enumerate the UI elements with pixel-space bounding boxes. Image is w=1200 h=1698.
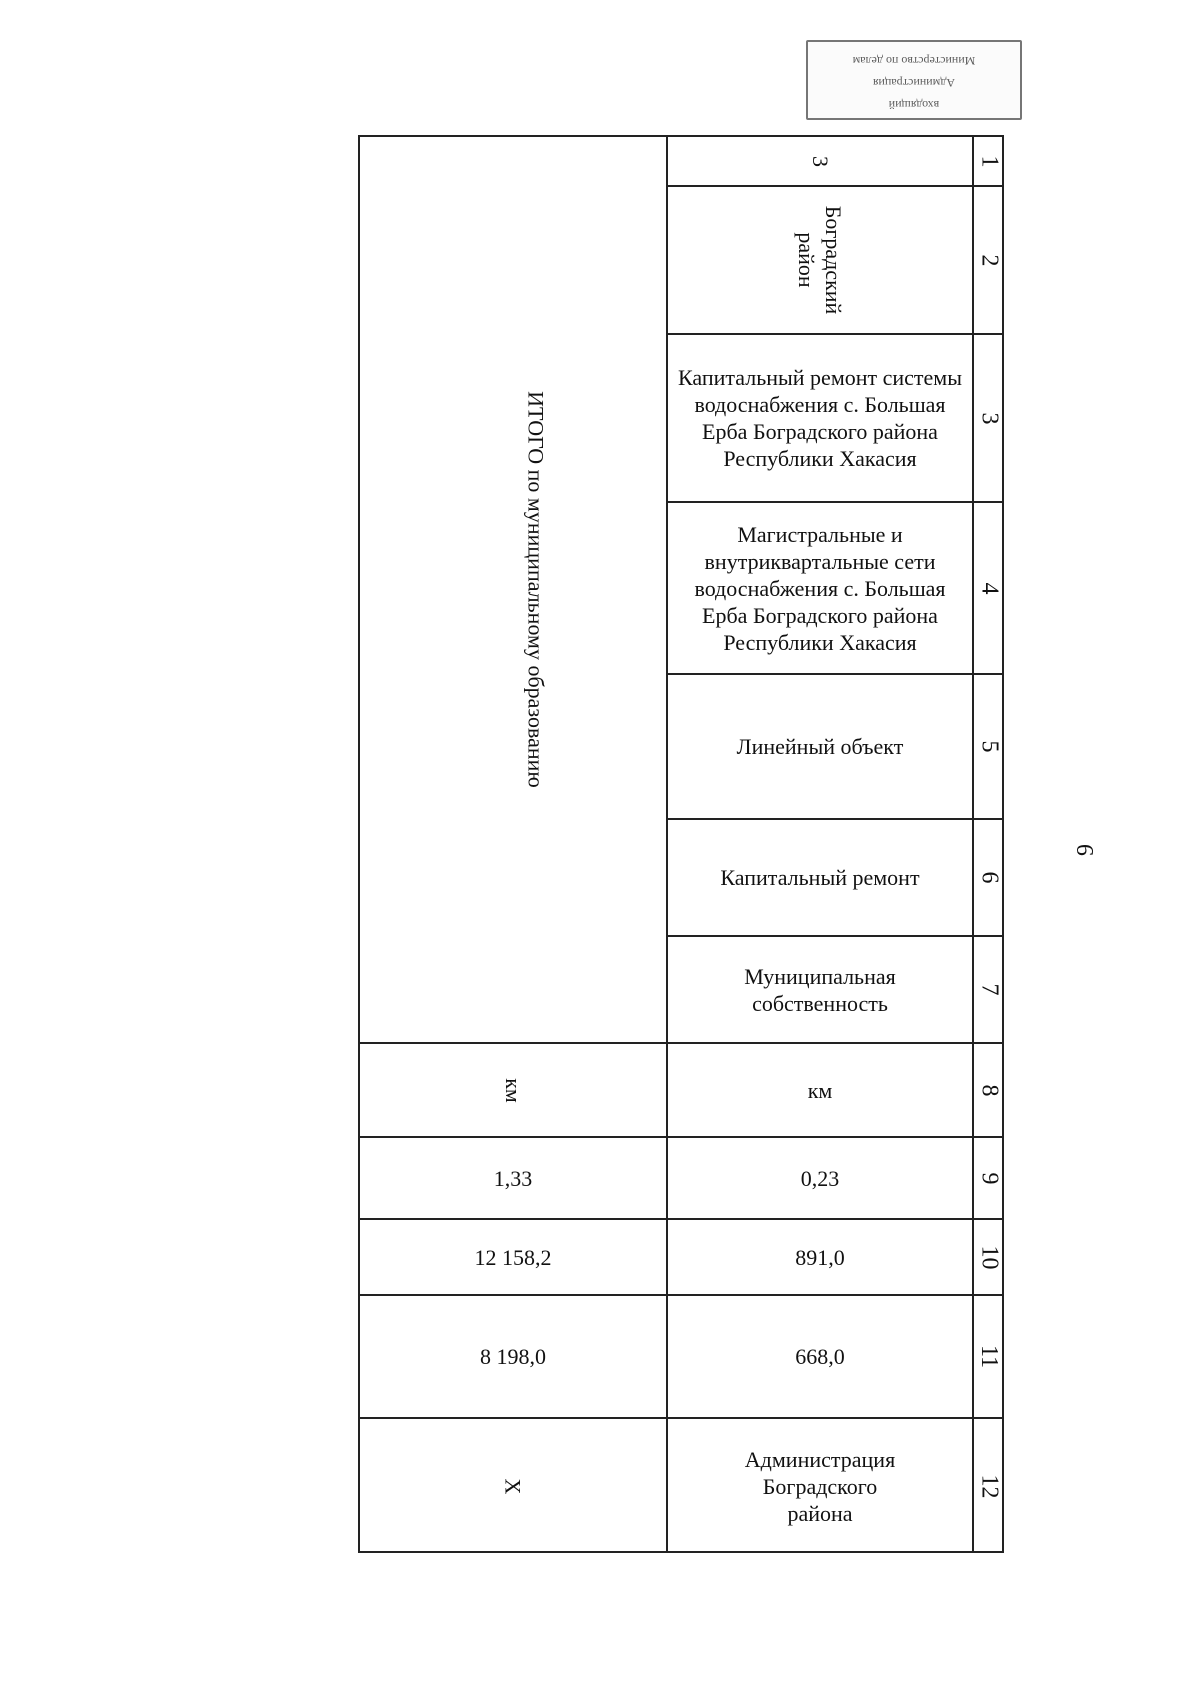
total-label: ИТОГО по муниципальному образованию — [523, 391, 549, 788]
rotated-table — [358, 135, 1004, 1553]
networks-cell: Магистральные и внутриквартальные сети водоснабжения с. Большая Ерба Боградского района Республики Хакасия — [694, 521, 946, 655]
total-customer: Х — [500, 1478, 526, 1494]
object-name-cell: Капитальный ремонт системы водоснабжения с. Большая Ерба Боградского района Республики Хакасия — [677, 365, 963, 471]
page-number: 9 — [1073, 844, 1099, 856]
column-number: 7 — [976, 983, 1003, 996]
column-number: 11 — [976, 1344, 1003, 1369]
stamp-line: Администрация — [872, 76, 956, 90]
column-number: 3 — [976, 412, 1003, 424]
ownership-cell: Муниципальная собственность — [744, 963, 896, 1016]
object-type-cell: Линейный объект — [736, 734, 904, 759]
stamp-line: входящий — [888, 98, 940, 112]
stamp-line: Министерство по делам — [852, 54, 976, 68]
column-number: 4 — [976, 582, 1003, 594]
capacity-cell: 0,23 — [800, 1165, 840, 1191]
column-number: 8 — [976, 1084, 1003, 1096]
column-number: 9 — [976, 1172, 1003, 1184]
total-cost-total: 12 158,2 — [474, 1244, 552, 1270]
column-number: 10 — [976, 1245, 1003, 1269]
cost-total-cell: 891,0 — [795, 1244, 845, 1270]
column-number: 6 — [976, 871, 1003, 884]
column-number: 2 — [976, 254, 1003, 266]
total-capacity: 1,33 — [493, 1165, 533, 1191]
total-cost-2: 8 198,0 — [480, 1344, 546, 1369]
cost-2-cell: 668,0 — [795, 1344, 845, 1369]
column-number: 1 — [976, 155, 1003, 167]
registration-stamp — [806, 40, 1022, 120]
customer-cell: Администрация Боградского района — [744, 1446, 896, 1526]
district-cell: Боградский район — [794, 205, 846, 315]
work-type-cell: Капитальный ремонт — [720, 865, 920, 890]
unit-cell: км — [807, 1077, 833, 1103]
total-unit: км — [500, 1077, 526, 1103]
row-index: 3 — [807, 155, 833, 167]
column-number: 5 — [976, 740, 1003, 753]
column-number: 12 — [976, 1474, 1003, 1498]
